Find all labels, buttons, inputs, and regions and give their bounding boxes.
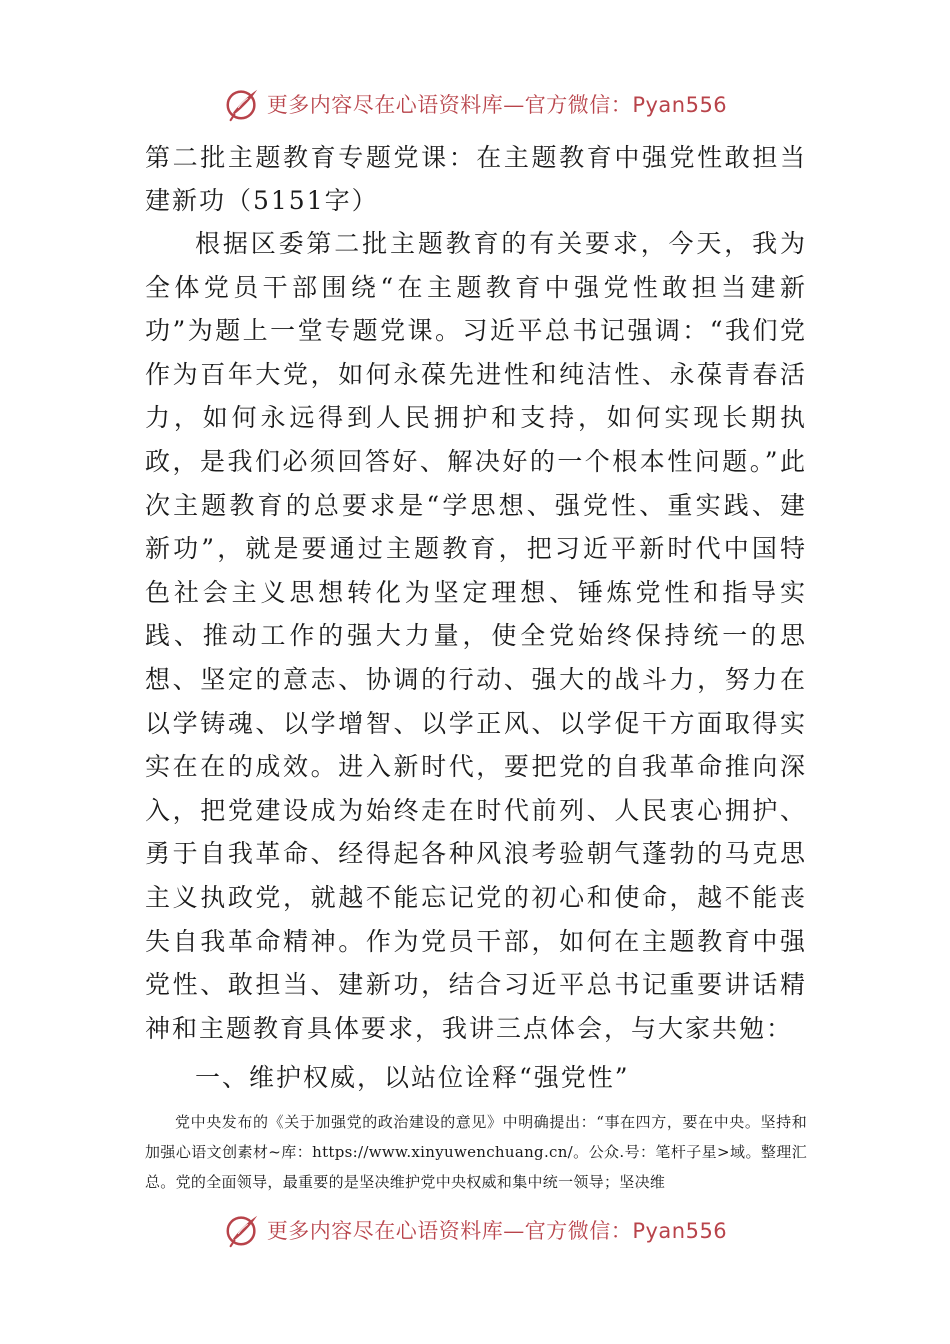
quill-logo-icon	[223, 85, 261, 123]
intro-paragraph: 根据区委第二批主题教育的有关要求，今天，我为全体党员干部围绕“在主题教育中强党性敢担当建新功”为题上一堂专题党课。习近平总书记强调：“我们党作为百年大党，如何永葆先进性和纯洁性、永葆青春活力，如何永远得到人民拥护和支持，如何实现长期执政，是我们必须回答好、解决好的一个根本性问题。”此次主题教育的总要求是“学思想、强党性、重实践、建新功”，就是要通过主题教育，把习近平新时代中国特色社会主义思想转化为坚定理想、锤炼党性和指导实践、推动工作的强大力量，使全党始终保持统一的思想、坚定的意志、协调的行动、强大的战斗力，努力在以学铸魂、以学增智、以学正风、以学促干方面取得实实在在的成效。进入新时代，要把党的自我革命推向深入，把党建设成为始终走在时代前列、人民衷心拥护、勇于自我革命、经得起各种风浪考验朝气蓬勃的马克思主义执政党，就越不能忘记党的初心和使命，越不能丧失自我革命精神。作为党员干部，如何在主题教育中强党性、敢担当、建新功，结合习近平总书记重要讲话精神和主题教育具体要求，我讲三点体会，与大家共勉：	[145, 229, 807, 1043]
document-body	[145, 136, 807, 1197]
footer-watermark-text: 更多内容尽在心语资料库—官方微信：Pyan556	[266, 1219, 728, 1243]
header-watermark-text: 更多内容尽在心语资料库—官方微信：Pyan556	[266, 93, 728, 117]
header-watermark-banner	[0, 82, 950, 126]
section-heading: 一、维护权威，以站位诠释“强党性”	[195, 1063, 630, 1093]
footer-watermark-banner	[0, 1208, 950, 1252]
quill-logo-icon	[223, 1211, 261, 1249]
section-paragraph: 党中央发布的《关于加强党的政治建设的意见》中明确提出：“事在四方，要在中央。坚持和加强心语文创素材~库：https://www.xinyuwenchuang.cn/。公众.号：笔杆子星>域。整理汇总。党的全面领导，最重要的是坚决维护党中央权威和集中统一领导；坚决维	[145, 1113, 807, 1192]
document-title: 第二批主题教育专题党课：在主题教育中强党性敢担当建新功（5151字）	[145, 143, 807, 215]
wechat-id: Pyan556	[632, 1219, 728, 1243]
wechat-id: Pyan556	[632, 93, 728, 117]
